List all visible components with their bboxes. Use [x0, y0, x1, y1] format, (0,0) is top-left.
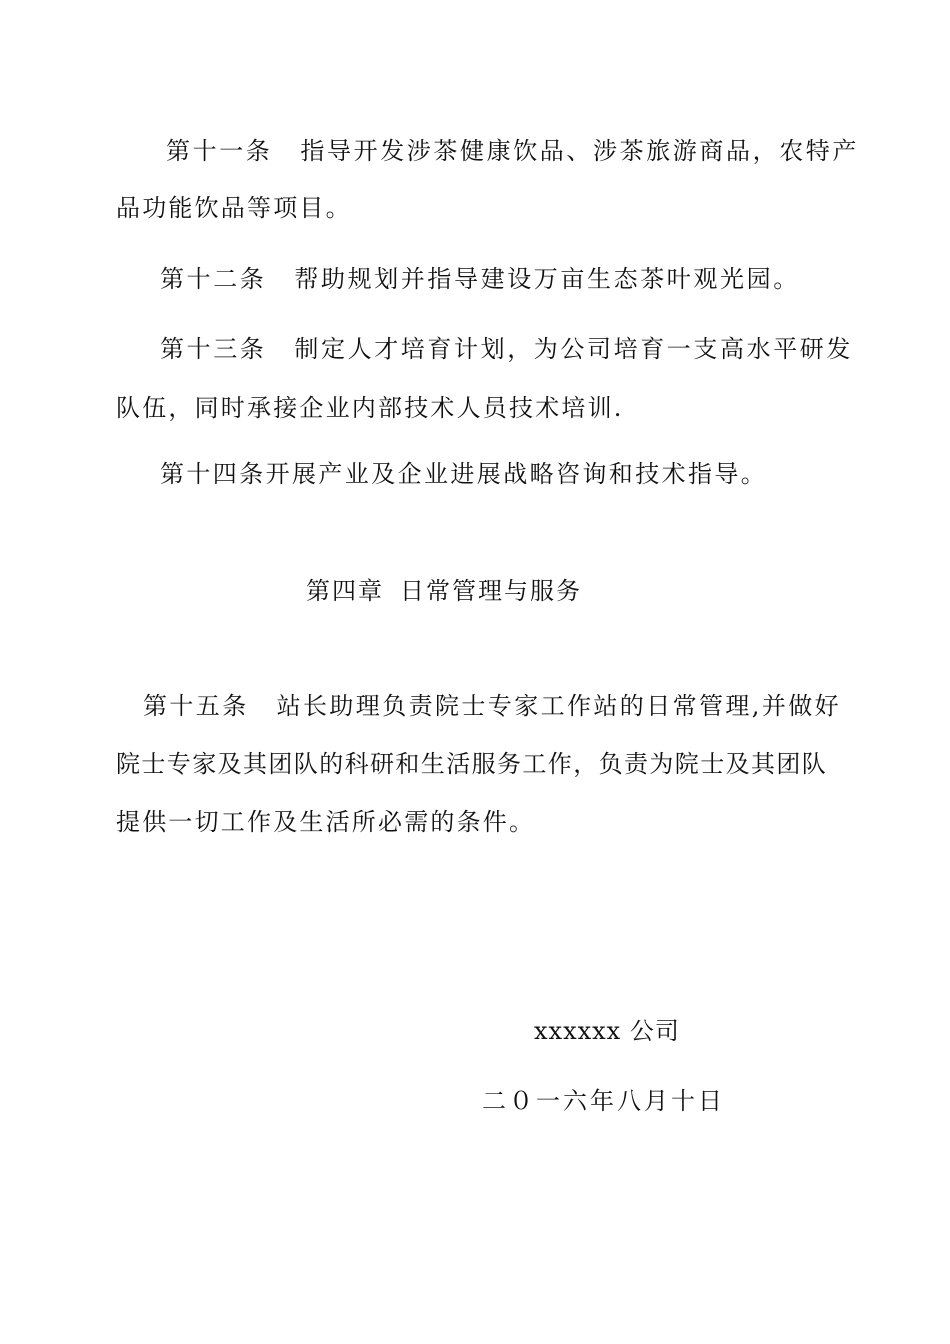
article-11-text-continued: 品功能饮品等项目。 — [116, 194, 352, 222]
article-15-line-3 — [116, 807, 535, 837]
article-13-line-2 — [116, 393, 624, 423]
article-15-text-continued: 院士专家及其团队的科研和生活服务工作，负责为院士及其团队 — [116, 750, 828, 778]
article-13-text-continued: 队伍，同时承接企业内部技术人员技术培训. — [116, 394, 624, 422]
chapter-4-heading — [306, 576, 582, 606]
signature-company — [534, 1016, 680, 1046]
chapter-4-label: 第四章 — [306, 577, 384, 605]
article-15-label: 第十五条 — [143, 692, 249, 720]
article-11-text: 指导开发涉茶健康饮品、涉茶旅游商品，农特产 — [300, 137, 860, 165]
article-15-line-1 — [143, 691, 841, 721]
article-12-line-1 — [160, 264, 800, 294]
article-13-label: 第十三条 — [160, 335, 267, 363]
article-11-line-2 — [116, 193, 352, 223]
article-11-label: 第十一条 — [166, 137, 273, 165]
chapter-4-title: 日常管理与服务 — [400, 577, 582, 605]
article-14-line-1 — [160, 459, 767, 489]
document-date: 二０一六年八月十日 — [482, 1087, 725, 1115]
signature-date — [482, 1086, 725, 1116]
company-name: xxxxxx 公司 — [534, 1017, 680, 1045]
article-12-text: 帮助规划并指导建设万亩生态茶叶观光园。 — [294, 265, 800, 293]
article-13-text: 制定人才培育计划，为公司培育一支高水平研发 — [294, 335, 854, 363]
article-15-text: 站长助理负责院士专家工作站的日常管理,并做好 — [276, 692, 842, 720]
article-15-line-2 — [116, 749, 827, 779]
article-14-text: 第十四条开展产业及企业进展战略咨询和技术指导。 — [160, 460, 768, 488]
article-11-line-1 — [166, 136, 859, 166]
article-15-text-continued-2: 提供一切工作及生活所必需的条件。 — [116, 808, 536, 836]
article-12-label: 第十二条 — [160, 265, 267, 293]
article-13-line-1 — [160, 334, 853, 364]
